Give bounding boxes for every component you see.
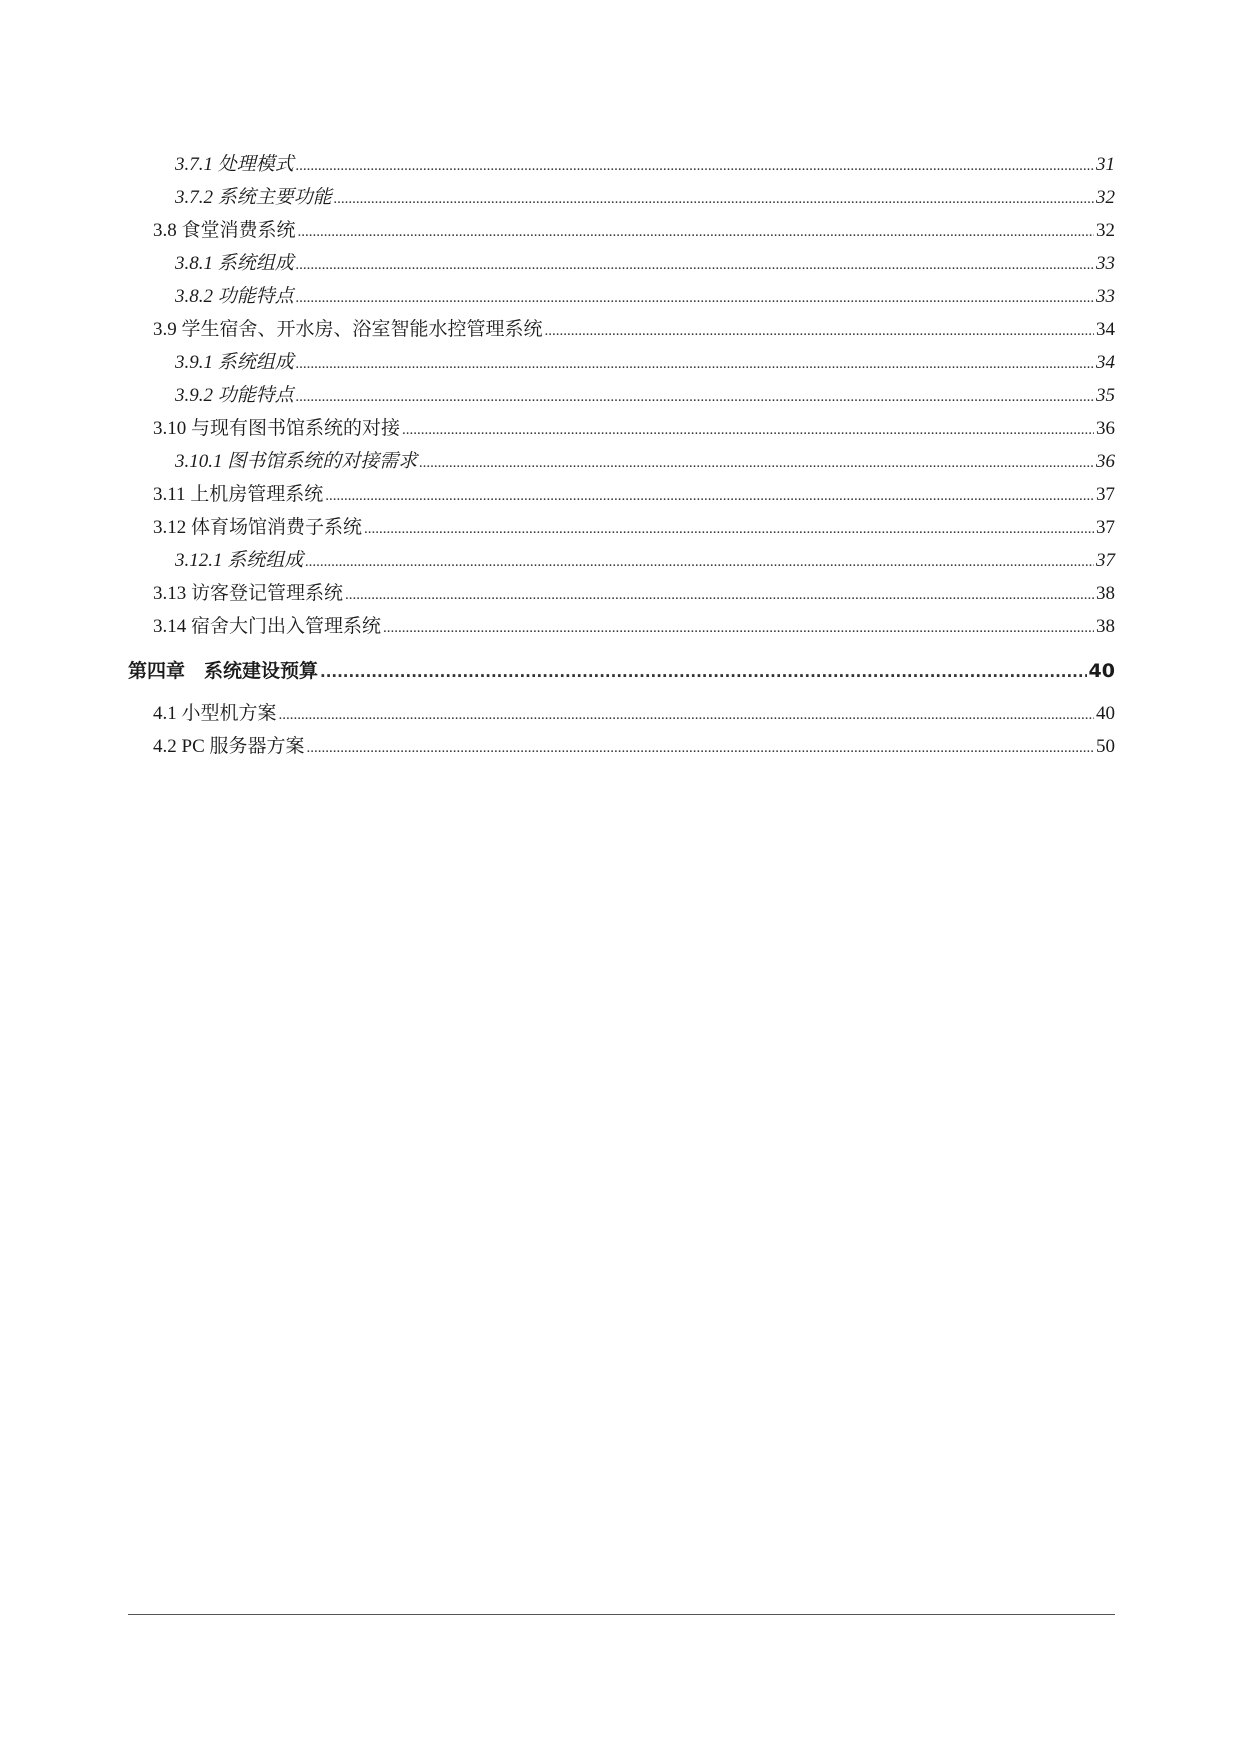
- toc-entry-title: 4.2 PC 服务器方案: [153, 736, 305, 757]
- toc-page-number: 38: [1096, 616, 1115, 637]
- toc-page-number: 36: [1096, 451, 1115, 472]
- toc-entry-title: 3.8.2 功能特点: [175, 286, 294, 307]
- toc-page-number: 35: [1096, 385, 1115, 406]
- toc-section-entry[interactable]: [128, 577, 1115, 610]
- toc-section-entry[interactable]: [128, 730, 1115, 763]
- toc-section-entry[interactable]: [128, 412, 1115, 445]
- toc-entry-title: 3.12.1 系统组成: [175, 550, 304, 571]
- toc-entry-title: 3.9 学生宿舍、开水房、浴室智能水控管理系统: [153, 319, 543, 340]
- toc-page-number: 40: [1088, 660, 1115, 682]
- toc-dot-leader: [298, 214, 1094, 249]
- toc-dot-leader: [345, 577, 1094, 612]
- toc-page-number: 37: [1096, 550, 1115, 571]
- toc-entry-title: 3.9.2 功能特点: [175, 385, 294, 406]
- toc-dot-leader: [296, 280, 1094, 315]
- toc-section-entry[interactable]: [128, 214, 1115, 247]
- toc-page-number: 34: [1096, 352, 1115, 373]
- toc-subsection-entry[interactable]: [128, 247, 1115, 280]
- toc-dot-leader: [305, 544, 1094, 579]
- toc-section-entry[interactable]: [128, 697, 1115, 730]
- toc-subsection-entry[interactable]: [128, 544, 1115, 577]
- toc-entry-title: 3.14 宿舍大门出入管理系统: [153, 616, 382, 637]
- toc-entry-title: 4.1 小型机方案: [153, 703, 277, 724]
- toc-entry-title: 3.13 访客登记管理系统: [153, 583, 344, 604]
- toc-dot-leader: [402, 412, 1094, 447]
- toc-subsection-entry[interactable]: [128, 379, 1115, 412]
- toc-section-entry[interactable]: [128, 511, 1115, 544]
- toc-dot-leader: [279, 697, 1094, 732]
- toc-entry-title: 3.7.2 系统主要功能: [175, 187, 332, 208]
- toc-page-number: 34: [1096, 319, 1115, 340]
- toc-section-entry[interactable]: [128, 610, 1115, 643]
- toc-dot-leader: [383, 610, 1094, 645]
- toc-chapter-entry[interactable]: [128, 647, 1115, 695]
- toc-page-number: 32: [1096, 220, 1115, 241]
- toc-entry-title: 3.9.1 系统组成: [175, 352, 294, 373]
- toc-dot-leader: [545, 313, 1094, 348]
- toc-dot-leader: [334, 181, 1094, 216]
- toc-dot-leader: [296, 247, 1094, 282]
- toc-subsection-entry[interactable]: [128, 280, 1115, 313]
- toc-page-number: 33: [1096, 253, 1115, 274]
- toc-section-entry[interactable]: [128, 313, 1115, 346]
- toc-entry-title: 3.8.1 系统组成: [175, 253, 294, 274]
- toc-page-number: 37: [1096, 517, 1115, 538]
- toc-page-number: 38: [1096, 583, 1115, 604]
- toc-page-number: 50: [1096, 736, 1115, 757]
- toc-dot-leader: [296, 346, 1094, 381]
- toc-page-number: 32: [1096, 187, 1115, 208]
- toc-entry-title: 3.7.1 处理模式: [175, 154, 294, 175]
- toc-entry-title: 第四章 系统建设预算: [128, 660, 319, 682]
- toc-page-number: 40: [1096, 703, 1115, 724]
- toc-dot-leader: [320, 647, 1087, 696]
- toc-dot-leader: [419, 445, 1094, 480]
- toc-entry-title: 3.11 上机房管理系统: [153, 484, 324, 505]
- footer-rule: [128, 1614, 1115, 1615]
- toc-subsection-entry[interactable]: [128, 346, 1115, 379]
- toc-page-number: 36: [1096, 418, 1115, 439]
- toc-page-number: 33: [1096, 286, 1115, 307]
- toc-dot-leader: [296, 148, 1094, 183]
- toc-dot-leader: [364, 511, 1094, 546]
- toc-subsection-entry[interactable]: [128, 181, 1115, 214]
- toc-dot-leader: [296, 379, 1094, 414]
- toc-entry-title: 3.10 与现有图书馆系统的对接: [153, 418, 401, 439]
- toc-subsection-entry[interactable]: [128, 148, 1115, 181]
- toc-entry-title: 3.10.1 图书馆系统的对接需求: [175, 451, 418, 472]
- toc-subsection-entry[interactable]: [128, 445, 1115, 478]
- toc-entry-title: 3.8 食堂消费系统: [153, 220, 296, 241]
- toc-page-number: 37: [1096, 484, 1115, 505]
- table-of-contents: [128, 148, 1115, 763]
- toc-dot-leader: [307, 730, 1095, 765]
- toc-dot-leader: [325, 478, 1094, 513]
- toc-page-number: 31: [1096, 154, 1115, 175]
- toc-entry-title: 3.12 体育场馆消费子系统: [153, 517, 363, 538]
- toc-section-entry[interactable]: [128, 478, 1115, 511]
